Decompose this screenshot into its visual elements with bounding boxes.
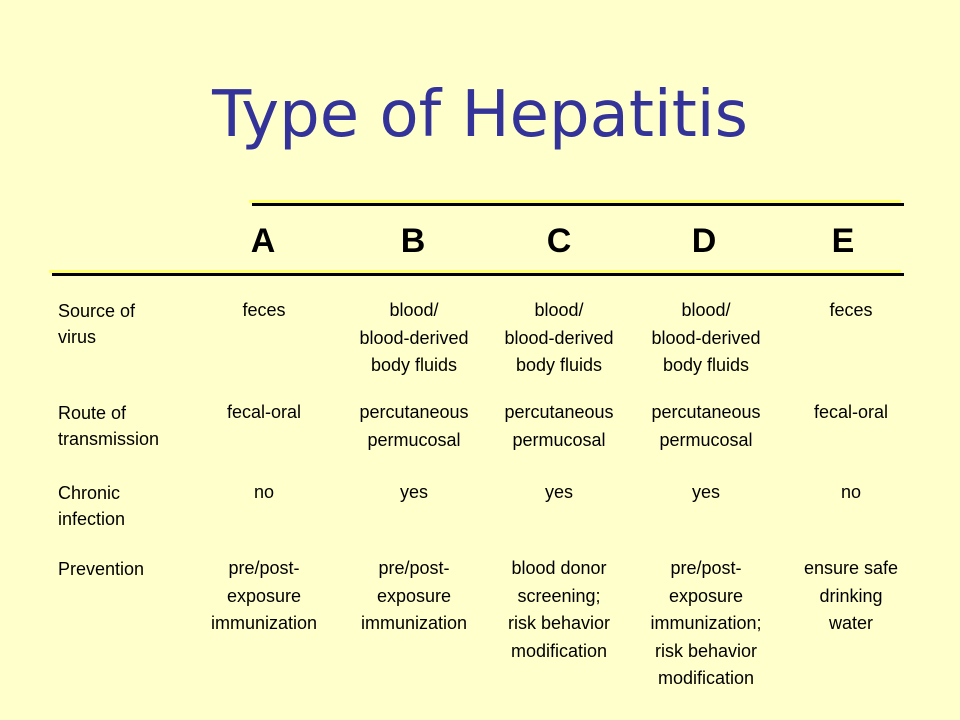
column-header-c: C	[546, 222, 572, 260]
cell-chronic-a: no	[253, 482, 275, 502]
cell-prevention-e: ensure safe drinking water	[803, 558, 899, 633]
cell-chronic-e: no	[840, 482, 862, 502]
row-label-chronic: Chronic infection	[58, 483, 126, 529]
cell-route-b: percutaneous permucosal	[359, 402, 469, 450]
cell-source-b: blood/ blood-derived body fluids	[359, 300, 469, 375]
cell-route-c: percutaneous permucosal	[504, 402, 614, 450]
cell-source-c: blood/ blood-derived body fluids	[504, 300, 614, 375]
cell-chronic-b: yes	[399, 482, 428, 502]
column-header-e: E	[831, 222, 855, 260]
cell-prevention-d: pre/post- exposure immunization; risk behavior modification	[650, 558, 762, 688]
cell-chronic-d: yes	[691, 482, 720, 502]
cell-source-d: blood/ blood-derived body fluids	[651, 300, 761, 375]
cell-prevention-c: blood donor screening; risk behavior modification	[507, 558, 611, 661]
row-label-prevention: Prevention	[58, 559, 145, 579]
cell-prevention-a: pre/post- exposure immunization	[210, 558, 318, 633]
cell-route-e: fecal-oral	[813, 402, 889, 422]
column-header-a: A	[250, 222, 276, 260]
cell-chronic-c: yes	[544, 482, 573, 502]
row-label-route: Route of transmission	[58, 403, 160, 449]
slide-title: Type of Hepatitis	[212, 78, 748, 152]
column-header-d: D	[691, 222, 717, 260]
row-label-source: Source of virus	[58, 301, 136, 347]
cell-route-a: fecal-oral	[226, 402, 302, 422]
column-header-b: B	[400, 222, 426, 260]
cell-source-a: feces	[242, 300, 286, 320]
cell-prevention-b: pre/post- exposure immunization	[360, 558, 468, 633]
cell-route-d: percutaneous permucosal	[651, 402, 761, 450]
cell-source-e: feces	[829, 300, 873, 320]
